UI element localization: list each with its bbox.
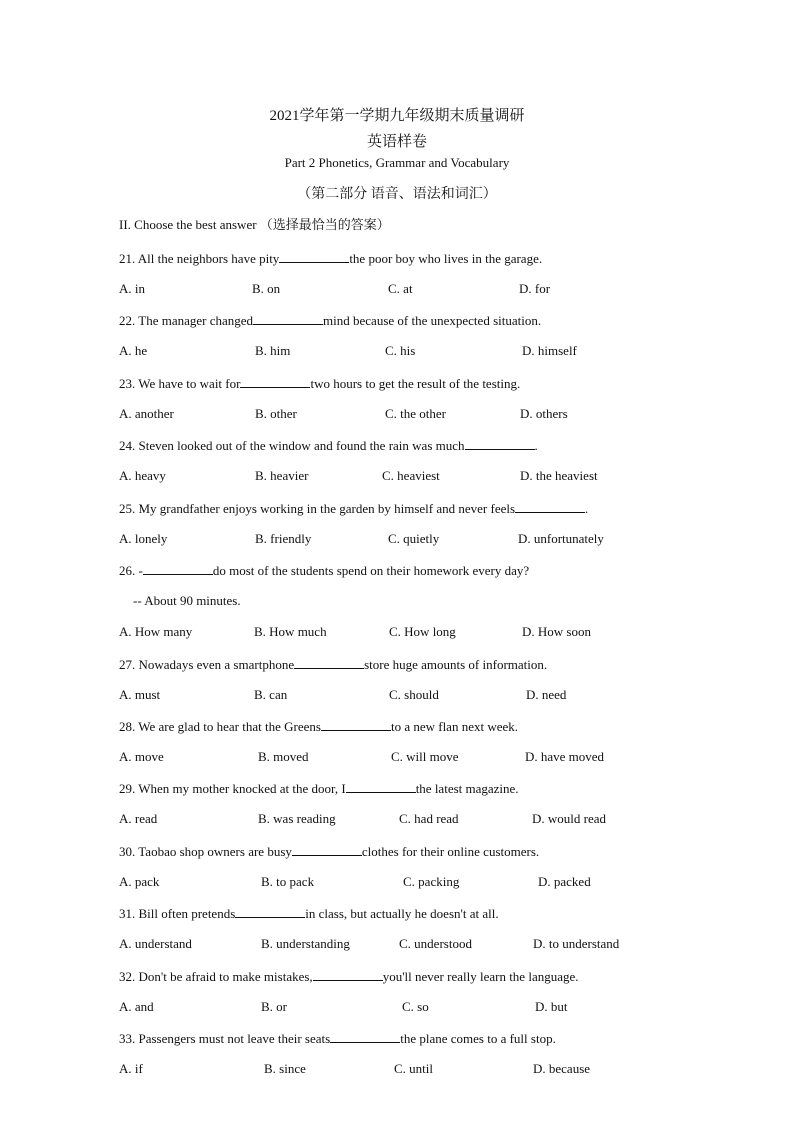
answer-option[interactable]: D. to understand xyxy=(533,936,620,951)
answer-option[interactable]: A. read xyxy=(119,811,158,826)
answer-option[interactable]: B. moved xyxy=(258,749,309,764)
answer-option[interactable]: B. friendly xyxy=(255,531,312,546)
answer-blank[interactable] xyxy=(515,499,585,513)
answer-option[interactable]: D. unfortunately xyxy=(518,531,604,546)
answer-option[interactable]: D. but xyxy=(535,999,568,1014)
answer-option[interactable]: D. would read xyxy=(532,811,607,826)
question-response-line: -- About 90 minutes. xyxy=(133,593,241,608)
question-stem xyxy=(119,374,520,393)
question-text-after: . xyxy=(534,438,538,453)
answer-option[interactable]: B. How much xyxy=(254,624,327,639)
question-text-before: 33. Passengers must not leave their seats xyxy=(119,1031,331,1046)
answer-option[interactable]: D. packed xyxy=(538,874,591,889)
question-stem xyxy=(119,249,542,268)
answer-blank[interactable] xyxy=(279,249,349,263)
answer-option[interactable]: B. other xyxy=(255,406,297,421)
answer-option[interactable]: D. the heaviest xyxy=(520,468,598,483)
question-text-before: 32. Don't be afraid to make mistakes, xyxy=(119,969,313,984)
question-stem xyxy=(119,561,529,580)
answer-blank[interactable] xyxy=(294,655,364,669)
question-stem xyxy=(119,904,499,923)
answer-option[interactable]: A. heavy xyxy=(119,468,166,483)
part-heading: Part 2 Phonetics, Grammar and Vocabulary xyxy=(284,155,510,170)
answer-option[interactable]: A. he xyxy=(119,343,148,358)
answer-option[interactable]: A. and xyxy=(119,999,154,1014)
answer-option[interactable]: C. packing xyxy=(403,874,460,889)
question-text-before: 28. We are glad to hear that the Greens xyxy=(119,719,321,734)
question-text-after: the plane comes to a full stop. xyxy=(400,1031,556,1046)
question-text-after: to a new flan next week. xyxy=(390,719,519,734)
answer-option[interactable]: C. will move xyxy=(391,749,459,764)
question-text-after: in class, but actually he doesn't at all. xyxy=(305,906,499,921)
answer-option[interactable]: A. in xyxy=(119,281,145,296)
answer-option[interactable]: A. if xyxy=(119,1061,143,1076)
answer-option[interactable]: A. must xyxy=(119,687,161,702)
question-text-after: clothes for their online customers. xyxy=(361,844,540,859)
question-text-before: 27. Nowadays even a smartphone xyxy=(119,657,295,672)
question-text-after: store huge amounts of information. xyxy=(364,657,548,672)
question-stem xyxy=(119,779,519,798)
answer-option[interactable]: C. so xyxy=(402,999,429,1014)
answer-option[interactable]: D. need xyxy=(526,687,567,702)
answer-option[interactable]: D. because xyxy=(533,1061,591,1076)
question-stem xyxy=(119,655,547,674)
answer-option[interactable]: B. on xyxy=(252,281,281,296)
exam-subtitle: 英语样卷 xyxy=(366,134,427,150)
answer-option[interactable]: B. was reading xyxy=(258,811,336,826)
answer-option[interactable]: C. should xyxy=(389,687,439,702)
answer-blank[interactable] xyxy=(143,561,213,575)
answer-option[interactable]: A. move xyxy=(119,749,164,764)
question-text-after: do most of the students spend on their homework every day? xyxy=(212,563,530,578)
answer-option[interactable]: D. for xyxy=(519,281,551,296)
question-text-before: 31. Bill often pretends xyxy=(119,906,236,921)
question-text-before: 23. We have to wait for xyxy=(119,376,241,391)
question-text-before: 30. Taobao shop owners are busy xyxy=(119,844,292,859)
question-text-before: 26. - xyxy=(119,563,143,578)
answer-blank[interactable] xyxy=(346,779,416,793)
answer-option[interactable]: C. at xyxy=(388,281,413,296)
answer-option[interactable]: B. can xyxy=(254,687,288,702)
question-text-before: 21. All the neighbors have pity xyxy=(119,251,280,266)
answer-blank[interactable] xyxy=(465,436,535,450)
answer-option[interactable]: C. heaviest xyxy=(382,468,440,483)
question-text-after: the latest magazine. xyxy=(415,781,519,796)
answer-option[interactable]: A. lonely xyxy=(119,531,168,546)
answer-option[interactable]: B. understanding xyxy=(261,936,350,951)
question-stem xyxy=(119,842,539,861)
answer-option[interactable]: C. understood xyxy=(399,936,472,951)
question-stem xyxy=(119,311,541,330)
answer-option[interactable]: D. himself xyxy=(522,343,577,358)
question-text-after: . xyxy=(585,501,589,516)
answer-option[interactable]: A. another xyxy=(119,406,174,421)
question-text-after: the poor boy who lives in the garage. xyxy=(349,251,543,266)
answer-option[interactable]: C. until xyxy=(394,1061,434,1076)
answer-option[interactable]: B. or xyxy=(261,999,287,1014)
exam-title: 2021学年第一学期九年级期末质量调研 xyxy=(269,108,525,124)
question-stem xyxy=(119,1029,556,1048)
answer-option[interactable]: A. pack xyxy=(119,874,160,889)
question-text-before: 24. Steven looked out of the window and found the rain was much xyxy=(119,438,465,453)
answer-blank[interactable] xyxy=(330,1029,400,1043)
question-text-after: mind because of the unexpected situation. xyxy=(323,313,542,328)
answer-option[interactable]: B. heavier xyxy=(255,468,309,483)
answer-option[interactable]: C. How long xyxy=(389,624,456,639)
answer-option[interactable]: C. his xyxy=(385,343,416,358)
answer-option[interactable]: B. since xyxy=(264,1061,306,1076)
question-stem xyxy=(119,436,538,455)
answer-option[interactable]: D. How soon xyxy=(522,624,591,639)
question-text-after: two hours to get the result of the testing. xyxy=(310,376,521,391)
answer-option[interactable]: C. had read xyxy=(399,811,459,826)
question-text-before: 25. My grandfather enjoys working in the garden by himself and never feels xyxy=(119,501,516,516)
answer-option[interactable]: C. the other xyxy=(385,406,447,421)
answer-option[interactable]: A. How many xyxy=(119,624,193,639)
question-text-before: 29. When my mother knocked at the door, I xyxy=(119,781,346,796)
answer-blank[interactable] xyxy=(313,967,383,981)
answer-blank[interactable] xyxy=(321,717,391,731)
answer-option[interactable]: B. to pack xyxy=(261,874,315,889)
question-stem xyxy=(119,499,588,518)
answer-option[interactable]: D. others xyxy=(520,406,568,421)
question-stem xyxy=(119,967,579,986)
question-stem xyxy=(119,717,518,736)
answer-option[interactable]: C. quietly xyxy=(388,531,440,546)
answer-blank[interactable] xyxy=(235,904,305,918)
answer-blank[interactable] xyxy=(292,842,362,856)
question-text-before: 22. The manager changed xyxy=(119,313,254,328)
answer-option[interactable]: A. understand xyxy=(119,936,192,951)
question-text-after: you'll never really learn the language. xyxy=(382,969,579,984)
answer-option[interactable]: D. have moved xyxy=(525,749,605,764)
answer-option[interactable]: B. him xyxy=(255,343,291,358)
answer-blank[interactable] xyxy=(253,311,323,325)
part-heading-cn: （第二部分 语音、语法和词汇） xyxy=(297,187,497,202)
section-heading: II. Choose the best answer （选择最恰当的答案） xyxy=(119,217,390,232)
answer-blank[interactable] xyxy=(240,374,310,388)
